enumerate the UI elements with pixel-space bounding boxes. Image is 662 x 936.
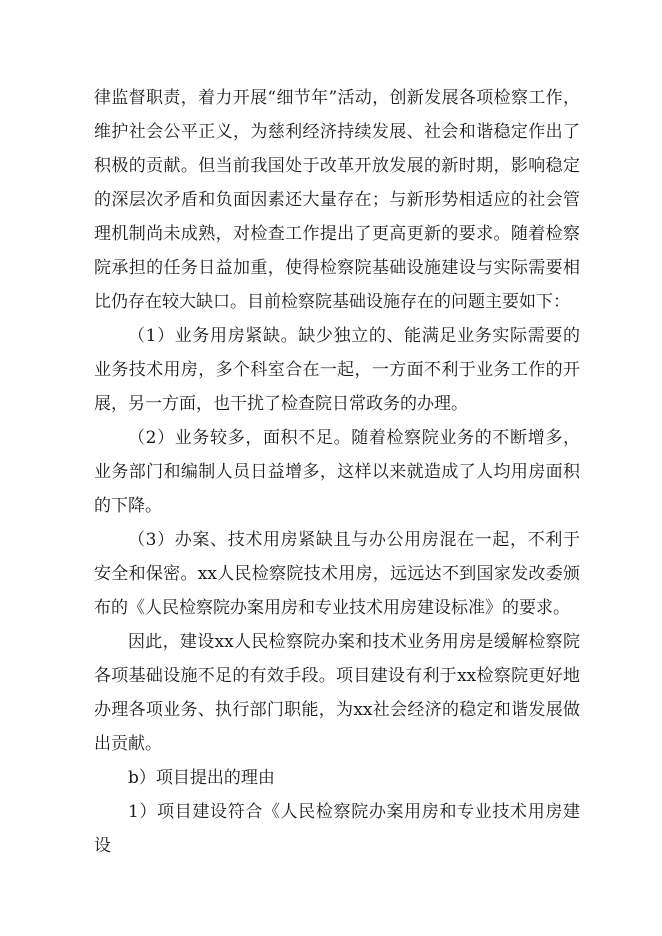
section-heading: b）项目提出的理由 [128,768,275,788]
paragraph-item-1: （1）业务用房紧缺。缺少独立的、能满足业务实际需要的业务技术用房，多个科室合在一起，一方面不利于业务工作的开展，另一方面，也干扰了检查院日常政务的办理。 [94,326,580,414]
paragraph-intro: 律监督职责，着力开展“细节年”活动，创新发展各项检察工作，维护社会公平正义，为慈利经济持续发展、社会和谐稳定作出了积极的贡献。但当前我国处于改革开放发展的新时期，影响稳定的深层次矛盾和负面因素还大量存在；与新形势相适应的社会管理机制尚未成熟，对检查工作提出了更高更新的要求。随着检察院承担的任务日益加重，使得检察院基础设施建设与实际需要相比仍存在较大缺口。目前检察院基础设施存在的问题主要如下： [94,88,580,312]
document-body [94,81,580,863]
paragraph-reason-1: 1）项目建设符合《人民检察院办案用房和专业技术用房建设 [94,802,580,856]
paragraph-item-2: （2）业务较多，面积不足。随着检察院业务的不断增多，业务部门和编制人员日益增多，这样以来就造成了人均用房面积的下降。 [94,428,580,516]
paragraph-item-3: （3）办案、技术用房紧缺且与办公用房混在一起，不利于安全和保密。xx人民检察院技术用房，远远达不到国家发改委颁布的《人民检察院办案用房和专业技术用房建设标准》的要求。 [94,530,580,618]
paragraph-conclusion: 因此，建设xx人民检察院办案和技术业务用房是缓解检察院各项基础设施不足的有效手段。项目建设有利于xx检察院更好地办理各项业务、执行部门职能，为xx社会经济的稳定和谐发展做出贡献。 [94,632,580,754]
